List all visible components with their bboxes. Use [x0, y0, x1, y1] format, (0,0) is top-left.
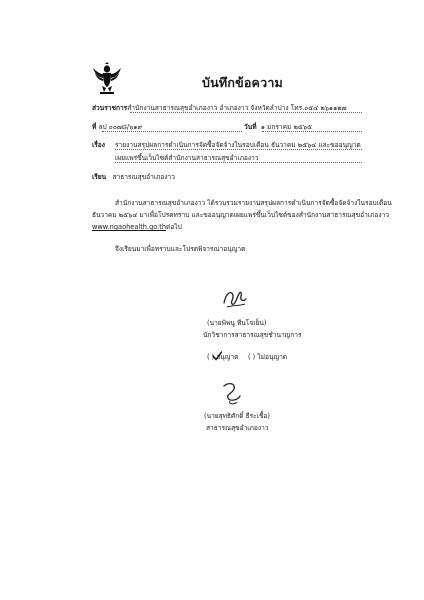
subject-row — [92, 141, 105, 149]
reference-underline — [102, 131, 242, 132]
date-value: ๑ มกราคม ๒๕๖๕ — [260, 123, 312, 131]
body-line-2: ธันวาคม ๒๕๖๔ มาเพื่อโปรดทราบ และขออนุญาตเผยแพร่ขึ้นเว็บไซต์ของสำนักงานสาธารณสุขอำเภองาว — [92, 211, 389, 219]
department-value: สำนักงานสาธารณสุขอำเภองาว อำเภองาว จังหวัดลำปาง โทร.๐๕๔ ๒๖๑๑๒๗ — [127, 104, 347, 112]
to-row — [92, 173, 175, 181]
date-row — [244, 123, 312, 131]
subject-line-2: เผยแพร่ขึ้นเว็บไซต์สำนักงานสาธารณสุขอำเภองาว — [115, 154, 259, 162]
department-row — [92, 104, 347, 112]
reference-row — [92, 123, 142, 131]
approve-option: ( ) อนุญาต — [207, 353, 239, 361]
closing-line: จึงเรียนมาเพื่อทราบและโปรดพิจารณาอนุญาต — [115, 245, 246, 253]
signature-1 — [221, 287, 249, 311]
subject-underline-2 — [115, 162, 362, 163]
signer-1-position: นักวิชาการสาธารณสุขชำนาญการ — [203, 331, 302, 339]
to-label: เรียน — [92, 173, 107, 181]
body-line-1: สำนักงานสาธารณสุขอำเภองาว ได้รวบรวมรายงานสรุปผลการดำเนินการจัดซื้อจัดจ้างในรอบเดือน — [115, 199, 392, 207]
url-suffix: ต่อไป — [166, 223, 182, 231]
reference-number: ลป ๐๐๗๘/๖๑๙ — [98, 123, 143, 131]
garuda-emblem-icon — [92, 62, 122, 94]
department-underline — [130, 112, 362, 113]
signer-1-name: (นายพิพนู ทีนโจเย็น) — [207, 319, 267, 327]
department-label: ส่วนราชการ — [92, 104, 128, 112]
date-underline — [262, 131, 362, 132]
memo-title: บันทึกข้อความ — [202, 75, 283, 90]
signer-2-name: (นายสุทธิศักดิ์ ธีระเชื้อ) — [204, 412, 270, 420]
subject-label: เรื่อง — [92, 141, 105, 149]
subject-underline-1 — [115, 149, 362, 150]
subject-line-1: รายงานสรุปผลการดำเนินการจัดซื้อจัดจ้างในรอบเดือน ธันวาคม ๒๕๖๔ และขออนุญาต — [115, 141, 361, 149]
date-label: วันที่ — [244, 123, 257, 131]
deny-option: ( ) ไม่อนุญาต — [248, 353, 288, 361]
website-link[interactable]: www.ngaohealth.go.th — [92, 223, 167, 231]
body-line-3 — [92, 223, 182, 231]
signer-2-position: สาธารณสุขอำเภองาว — [206, 424, 269, 432]
signature-2 — [218, 380, 246, 406]
reference-label: ที่ — [92, 123, 97, 131]
to-value: สาธารณสุขอำเภองาว — [112, 173, 175, 181]
